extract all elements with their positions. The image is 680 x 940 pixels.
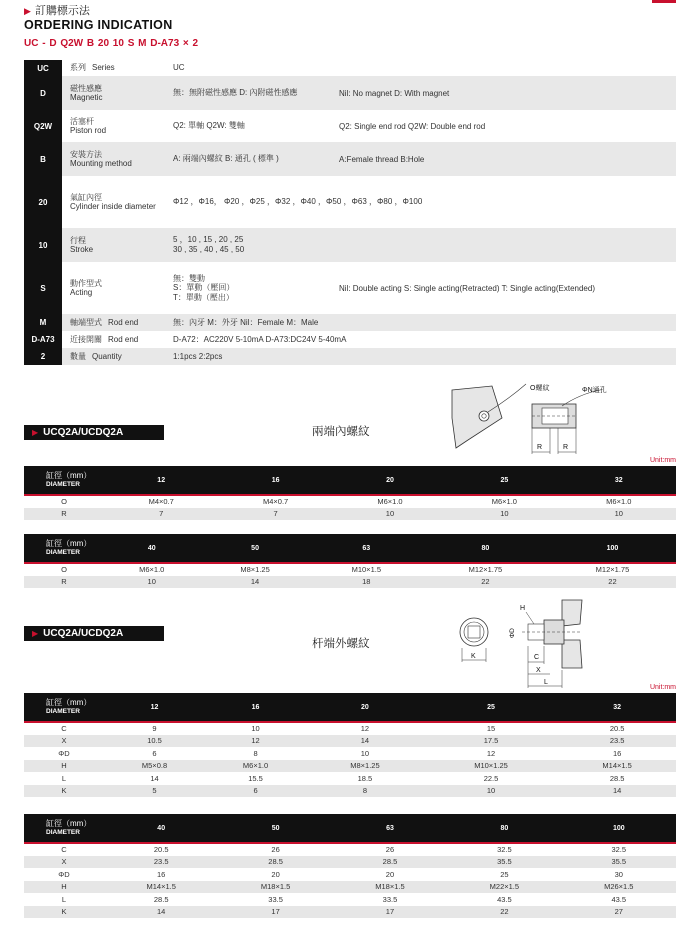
- table-cell: 35.5: [562, 856, 676, 869]
- table-row: [24, 722, 676, 735]
- bore-column-header: 25: [447, 466, 561, 495]
- ordering-name-cn: 近接開關: [70, 334, 102, 344]
- ordering-name-en: Stroke: [70, 245, 94, 254]
- ordering-code: D: [24, 76, 62, 110]
- diameter-header: [24, 693, 104, 722]
- diameter-header-cn: 缸徑（mm）: [46, 819, 92, 829]
- table-cell: 7: [104, 508, 218, 521]
- table-cell: 10: [562, 508, 676, 521]
- ordering-name-cn: 磁性感應: [70, 83, 102, 93]
- table-cell: 7: [218, 508, 332, 521]
- ordering-value: [165, 331, 676, 348]
- ordering-value: [165, 314, 676, 331]
- ordering-name-en: Series: [92, 63, 115, 73]
- ordering-code: B: [24, 142, 62, 176]
- table-cell: 6: [205, 785, 306, 798]
- section2-banner-text: UCQ2A/UCDQ2A: [43, 628, 124, 639]
- bore-column-header: 12: [104, 693, 205, 722]
- x-label: X: [536, 667, 541, 674]
- table-cell: 16: [558, 747, 676, 760]
- table-cell: 20: [333, 868, 447, 881]
- ordering-row: [24, 176, 676, 228]
- table-cell: 10: [104, 576, 199, 589]
- l-label: L: [544, 679, 548, 686]
- table-cell: 27: [562, 906, 676, 919]
- diameter-header: [24, 466, 104, 495]
- table-cell: 14: [306, 735, 424, 748]
- table-cell: 32.5: [447, 843, 561, 856]
- section1-banner: [24, 425, 164, 440]
- ordering-english: Nil: No magnet D: With magnet: [337, 76, 676, 110]
- table-row: [24, 563, 676, 576]
- section2-unit: Unit:mm: [649, 684, 676, 691]
- ordering-name: [62, 110, 165, 142]
- table-cell: 33.5: [218, 893, 332, 906]
- table-cell: 16: [104, 868, 218, 881]
- bore-column-header: 12: [104, 466, 218, 495]
- table-cell: 23.5: [104, 856, 218, 869]
- table-cell: 8: [205, 747, 306, 760]
- ordering-value: [165, 348, 676, 365]
- bore-column-header: 20: [306, 693, 424, 722]
- table-row: [24, 760, 676, 773]
- table-row: [24, 785, 676, 798]
- ordering-row: [24, 228, 676, 262]
- table-cell: 28.5: [218, 856, 332, 869]
- table-cell: 28.5: [333, 856, 447, 869]
- table-cell: 22: [447, 906, 561, 919]
- ordering-value-line: Q2: 單軸 Q2W: 雙軸: [173, 121, 245, 131]
- table-cell: 20: [218, 868, 332, 881]
- table-cell: M12×1.75: [549, 563, 676, 576]
- table-female-1: [24, 466, 676, 520]
- ordering-english: A:Female thread B:Hole: [337, 142, 676, 176]
- table-cell: 28.5: [558, 772, 676, 785]
- table-cell: 12: [306, 722, 424, 735]
- table-row: [24, 856, 676, 869]
- bore-column-header: 80: [422, 534, 549, 563]
- table-cell: 14: [199, 576, 310, 589]
- table-cell: 20.5: [104, 843, 218, 856]
- row-label: L: [24, 772, 104, 785]
- table-cell: M8×1.25: [306, 760, 424, 773]
- ordering-name-cn: 數量: [70, 351, 86, 361]
- ordering-value: [165, 228, 676, 262]
- table-cell: 18.5: [306, 772, 424, 785]
- row-label: L: [24, 893, 104, 906]
- ordering-name: [62, 262, 165, 314]
- table-cell: 14: [104, 906, 218, 919]
- table-cell: 22: [549, 576, 676, 589]
- table-cell: 5: [104, 785, 205, 798]
- row-label: K: [24, 785, 104, 798]
- ordering-value-line: 1:1pcs 2:2pcs: [173, 351, 223, 361]
- ordering-row: [24, 314, 676, 331]
- diameter-header-cn: 缸徑（mm）: [46, 471, 92, 481]
- h-label: H: [520, 605, 526, 612]
- table-row: [24, 495, 676, 508]
- r-label-left: R: [537, 444, 543, 451]
- table-cell: M8×1.25: [199, 563, 310, 576]
- table-cell: 17: [218, 906, 332, 919]
- table-cell: 14: [104, 772, 205, 785]
- table-male-2: [24, 814, 676, 918]
- bore-column-header: 100: [549, 534, 676, 563]
- table-row: [24, 508, 676, 521]
- ordering-value: [165, 110, 337, 142]
- ordering-value: [165, 176, 676, 228]
- male-thread-diagram: [450, 596, 590, 692]
- o-thread-label: O螺紋: [530, 385, 550, 392]
- ordering-value-line: Φ12 ，Φ16， Φ20 ，Φ25 ，Φ32 ，Φ40 ，Φ50 ，Φ63 ，Φ80 ，Φ100: [173, 197, 423, 207]
- table-cell: 12: [205, 735, 306, 748]
- row-label: ΦD: [24, 868, 104, 881]
- bore-column-header: 100: [562, 814, 676, 843]
- table-cell: M6×1.0: [562, 495, 676, 508]
- table-male-1: [24, 693, 676, 797]
- table-cell: M26×1.5: [562, 881, 676, 894]
- ordering-name: [62, 314, 165, 331]
- table-row: [24, 881, 676, 894]
- ordering-value-line: 無：無附磁性感應 D: 內附磁性感應: [173, 88, 298, 98]
- c-label: C: [534, 654, 540, 661]
- table-cell: 43.5: [447, 893, 561, 906]
- table-row: [24, 576, 676, 589]
- section1-unit: Unit:mm: [649, 457, 676, 464]
- row-label: C: [24, 843, 104, 856]
- ordering-code: 2: [24, 348, 62, 365]
- ordering-english: Q2: Single end rod Q2W: Double end rod: [337, 110, 676, 142]
- diameter-header-en: DIAMETER: [46, 480, 80, 488]
- ordering-row: [24, 348, 676, 365]
- ordering-name: [62, 76, 165, 110]
- table-cell: M6×1.0: [447, 495, 561, 508]
- bore-column-header: 63: [333, 814, 447, 843]
- ordering-name: [62, 176, 165, 228]
- table-cell: M10×1.25: [424, 760, 558, 773]
- ordering-value-line: UC: [173, 63, 185, 73]
- ordering-value-line: T：單動（壓出）: [173, 292, 234, 302]
- row-label: ΦD: [24, 747, 104, 760]
- table-cell: M14×1.5: [558, 760, 676, 773]
- table-row: [24, 772, 676, 785]
- ordering-name-cn: 軸端型式: [70, 317, 102, 327]
- ordering-code: Q2W: [24, 110, 62, 142]
- ordering-row: [24, 262, 676, 314]
- bore-column-header: 80: [447, 814, 561, 843]
- table-cell: 17: [333, 906, 447, 919]
- table-cell: 25: [447, 868, 561, 881]
- ordering-row: [24, 331, 676, 348]
- phid-label: ΦD: [509, 628, 516, 638]
- triangle-bullet-icon: ▶: [32, 428, 39, 437]
- diameter-header-en: DIAMETER: [46, 548, 80, 556]
- ordering-name: [62, 228, 165, 262]
- ordering-value: [165, 60, 676, 76]
- table-cell: 28.5: [104, 893, 218, 906]
- row-label: K: [24, 906, 104, 919]
- diameter-header: [24, 534, 104, 563]
- table-cell: 10: [447, 508, 561, 521]
- bore-column-header: 63: [311, 534, 422, 563]
- row-label: O: [24, 495, 104, 508]
- table-cell: M5×0.8: [104, 760, 205, 773]
- table-cell: 8: [306, 785, 424, 798]
- table-row: [24, 747, 676, 760]
- ordering-name-en: Piston rod: [70, 126, 107, 135]
- table-cell: 20.5: [558, 722, 676, 735]
- k-label: K: [471, 653, 476, 660]
- bore-column-header: 32: [558, 693, 676, 722]
- table-cell: M18×1.5: [218, 881, 332, 894]
- row-label: C: [24, 722, 104, 735]
- section1-title: 兩端內螺紋: [312, 426, 370, 438]
- ordering-row: [24, 60, 676, 76]
- table-cell: 22.5: [424, 772, 558, 785]
- table-cell: 15.5: [205, 772, 306, 785]
- ordering-value-line: A: 兩端內螺紋 B: 通孔 ( 標準 ): [173, 154, 279, 164]
- table-cell: 12: [424, 747, 558, 760]
- bore-column-header: 50: [218, 814, 332, 843]
- ordering-name-en: Mounting method: [70, 159, 132, 168]
- table-row: [24, 868, 676, 881]
- table-cell: 26: [333, 843, 447, 856]
- ordering-name-en: Rod end: [108, 334, 139, 344]
- diameter-header-en: DIAMETER: [46, 828, 80, 836]
- table-row: [24, 735, 676, 748]
- ordering-value-line: S：單動（壓回）: [173, 283, 235, 293]
- bore-column-header: 25: [424, 693, 558, 722]
- diameter-header: [24, 814, 104, 843]
- table-row: [24, 893, 676, 906]
- diameter-header-cn: 缸徑（mm）: [46, 539, 92, 549]
- table-cell: M6×1.0: [333, 495, 447, 508]
- table-cell: 9: [104, 722, 205, 735]
- ordering-subtitle: [24, 2, 90, 18]
- table-cell: M6×1.0: [104, 563, 199, 576]
- page-title: ORDERING INDICATION: [24, 18, 173, 32]
- ordering-code: M: [24, 314, 62, 331]
- section1-banner-text: UCQ2A/UCDQ2A: [43, 427, 124, 438]
- table-cell: M12×1.75: [422, 563, 549, 576]
- row-label: X: [24, 735, 104, 748]
- table-cell: 32.5: [562, 843, 676, 856]
- ordering-value-line: 無：內牙 M：外牙 Nil：Female M：Male: [173, 317, 319, 327]
- table-cell: 33.5: [333, 893, 447, 906]
- ordering-name-cn: 氣缸內徑: [70, 192, 102, 202]
- table-row: [24, 906, 676, 919]
- table-female-2: [24, 534, 676, 588]
- table-cell: 26: [218, 843, 332, 856]
- table-cell: 18: [311, 576, 422, 589]
- ordering-code: 20: [24, 176, 62, 228]
- triangle-bullet-icon: ▶: [24, 6, 31, 16]
- triangle-bullet-icon: ▶: [32, 629, 39, 638]
- table-cell: M14×1.5: [104, 881, 218, 894]
- ordering-english: Nil: Double acting S: Single acting(Retracted) T: Single acting(Extended): [337, 262, 676, 314]
- ordering-name-cn: 行程: [70, 235, 86, 245]
- ordering-name-en: Cylinder inside diameter: [70, 202, 156, 211]
- row-label: R: [24, 508, 104, 521]
- ordering-name-cn: 活塞杆: [70, 116, 94, 126]
- ordering-name-en: Quantity: [92, 351, 122, 361]
- ordering-value: [165, 142, 337, 176]
- table-cell: 10.5: [104, 735, 205, 748]
- ordering-value-line: 30 , 35 , 40 , 45 , 50: [173, 245, 245, 254]
- bore-column-header: 32: [562, 466, 676, 495]
- ordering-name: [62, 331, 165, 348]
- table-cell: 17.5: [424, 735, 558, 748]
- table-cell: 22: [422, 576, 549, 589]
- table-cell: 30: [562, 868, 676, 881]
- diameter-header-en: DIAMETER: [46, 707, 80, 715]
- ordering-name: [62, 60, 165, 76]
- ordering-row: [24, 110, 676, 142]
- ordering-name-en: Magnetic: [70, 93, 103, 102]
- table-cell: 10: [205, 722, 306, 735]
- ordering-name-cn: 安裝方法: [70, 149, 102, 159]
- row-label: R: [24, 576, 104, 589]
- table-cell: M6×1.0: [205, 760, 306, 773]
- table-cell: 43.5: [562, 893, 676, 906]
- ordering-value: [165, 76, 337, 110]
- bore-column-header: 40: [104, 534, 199, 563]
- ordering-table: [24, 60, 676, 365]
- ordering-row: [24, 76, 676, 110]
- table-cell: M22×1.5: [447, 881, 561, 894]
- bore-column-header: 20: [333, 466, 447, 495]
- table-cell: 15: [424, 722, 558, 735]
- ordering-value-line: 無：雙動: [173, 273, 205, 283]
- row-label: X: [24, 856, 104, 869]
- table-cell: 6: [104, 747, 205, 760]
- ordering-code: S: [24, 262, 62, 314]
- ordering-name-en: Rod end: [108, 317, 139, 327]
- table-cell: 35.5: [447, 856, 561, 869]
- table-row: [24, 843, 676, 856]
- top-accent-bar: [652, 0, 676, 3]
- table-cell: M18×1.5: [333, 881, 447, 894]
- ordering-value-line: D-A72：AC220V 5-10mA D-A73:DC24V 5-40mA: [173, 334, 347, 344]
- ordering-name: [62, 348, 165, 365]
- ordering-name-cn: 動作型式: [70, 278, 102, 288]
- ordering-value: [165, 262, 337, 314]
- ordering-name-cn: 系列: [70, 63, 86, 73]
- ordering-row: [24, 142, 676, 176]
- ordering-name: [62, 142, 165, 176]
- row-label: H: [24, 760, 104, 773]
- ordering-value-line: 5 ，10 , 15 , 20 , 25: [173, 235, 244, 245]
- female-thread-diagram: [440, 378, 640, 458]
- table-cell: 10: [424, 785, 558, 798]
- bore-column-header: 40: [104, 814, 218, 843]
- table-cell: M4×0.7: [104, 495, 218, 508]
- ordering-code: UC: [24, 60, 62, 76]
- bore-column-header: 50: [199, 534, 310, 563]
- table-cell: M10×1.5: [311, 563, 422, 576]
- section2-banner: [24, 626, 164, 641]
- table-cell: 14: [558, 785, 676, 798]
- bore-column-header: 16: [205, 693, 306, 722]
- table-cell: 10: [306, 747, 424, 760]
- row-label: H: [24, 881, 104, 894]
- ordering-name-en: Acting: [70, 288, 93, 297]
- table-cell: M4×0.7: [218, 495, 332, 508]
- row-label: O: [24, 563, 104, 576]
- bore-column-header: 16: [218, 466, 332, 495]
- r-label-right: R: [563, 444, 569, 451]
- diameter-header-cn: 缸徑（mm）: [46, 698, 92, 708]
- phin-hole-label: ΦN通孔: [582, 387, 607, 394]
- subtitle-text: 訂購標示法: [34, 5, 90, 17]
- model-code: UC - D Q2W B 20 10 S M D-A73 × 2: [24, 38, 199, 49]
- table-cell: 10: [333, 508, 447, 521]
- ordering-code: 10: [24, 228, 62, 262]
- table-cell: 23.5: [558, 735, 676, 748]
- ordering-code: D-A73: [24, 331, 62, 348]
- section2-title: 杆端外螺紋: [312, 638, 370, 650]
